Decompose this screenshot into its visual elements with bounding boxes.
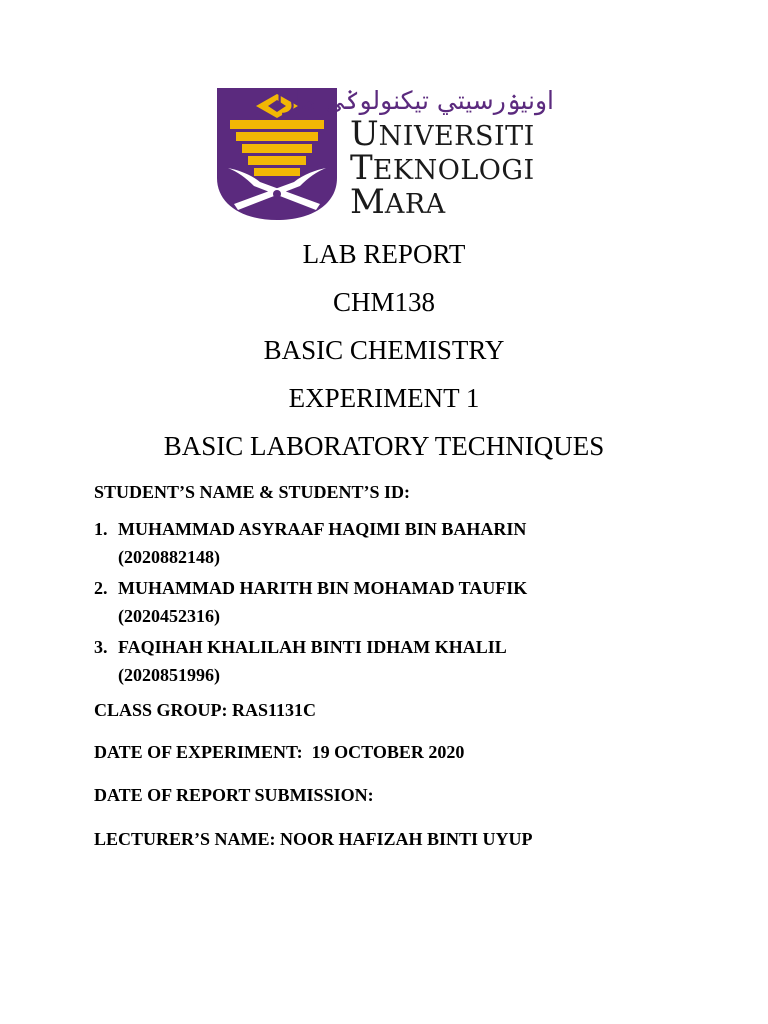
lecturer-name: LECTURER’S NAME: NOOR HAFIZAH BINTI UYUP <box>94 829 533 849</box>
wordmark-line-2: TEKNOLOGI <box>350 148 535 188</box>
student-1-name: 1. MUHAMMAD ASYRAAF HAQIMI BIN BAHARIN <box>94 519 527 539</box>
experiment-number: EXPERIMENT 1 <box>288 383 480 413</box>
student-2-id: (2020452316) <box>118 606 220 626</box>
date-of-submission: DATE OF REPORT SUBMISSION: <box>94 785 374 805</box>
student-2-name: 2. MUHAMMAD HARITH BIN MOHAMAD TAUFIK <box>94 578 528 598</box>
date-of-experiment: DATE OF EXPERIMENT: 19 OCTOBER 2020 <box>94 742 465 762</box>
class-group: CLASS GROUP: RAS1131C <box>94 700 317 720</box>
wordmark-line-3: MARA <box>350 182 446 222</box>
experiment-topic: BASIC LABORATORY TECHNIQUES <box>163 431 605 461</box>
wordmark-line-1: UNIVERSITI <box>350 114 535 154</box>
jawi-university-name: اونيۏرسيتي تيكنولوݢي مارا <box>276 86 554 115</box>
university-logo <box>216 86 556 222</box>
students-heading: STUDENT’S NAME & STUDENT’S ID: <box>94 482 411 502</box>
report-title: LAB REPORT <box>302 239 466 269</box>
student-3-id: (2020851996) <box>118 665 220 685</box>
course-name: BASIC CHEMISTRY <box>263 335 505 365</box>
student-1-id: (2020882148) <box>118 547 220 567</box>
student-3-name: 3. FAQIHAH KHALILAH BINTI IDHAM KHALIL <box>94 637 507 657</box>
course-code: CHM138 <box>332 287 435 317</box>
